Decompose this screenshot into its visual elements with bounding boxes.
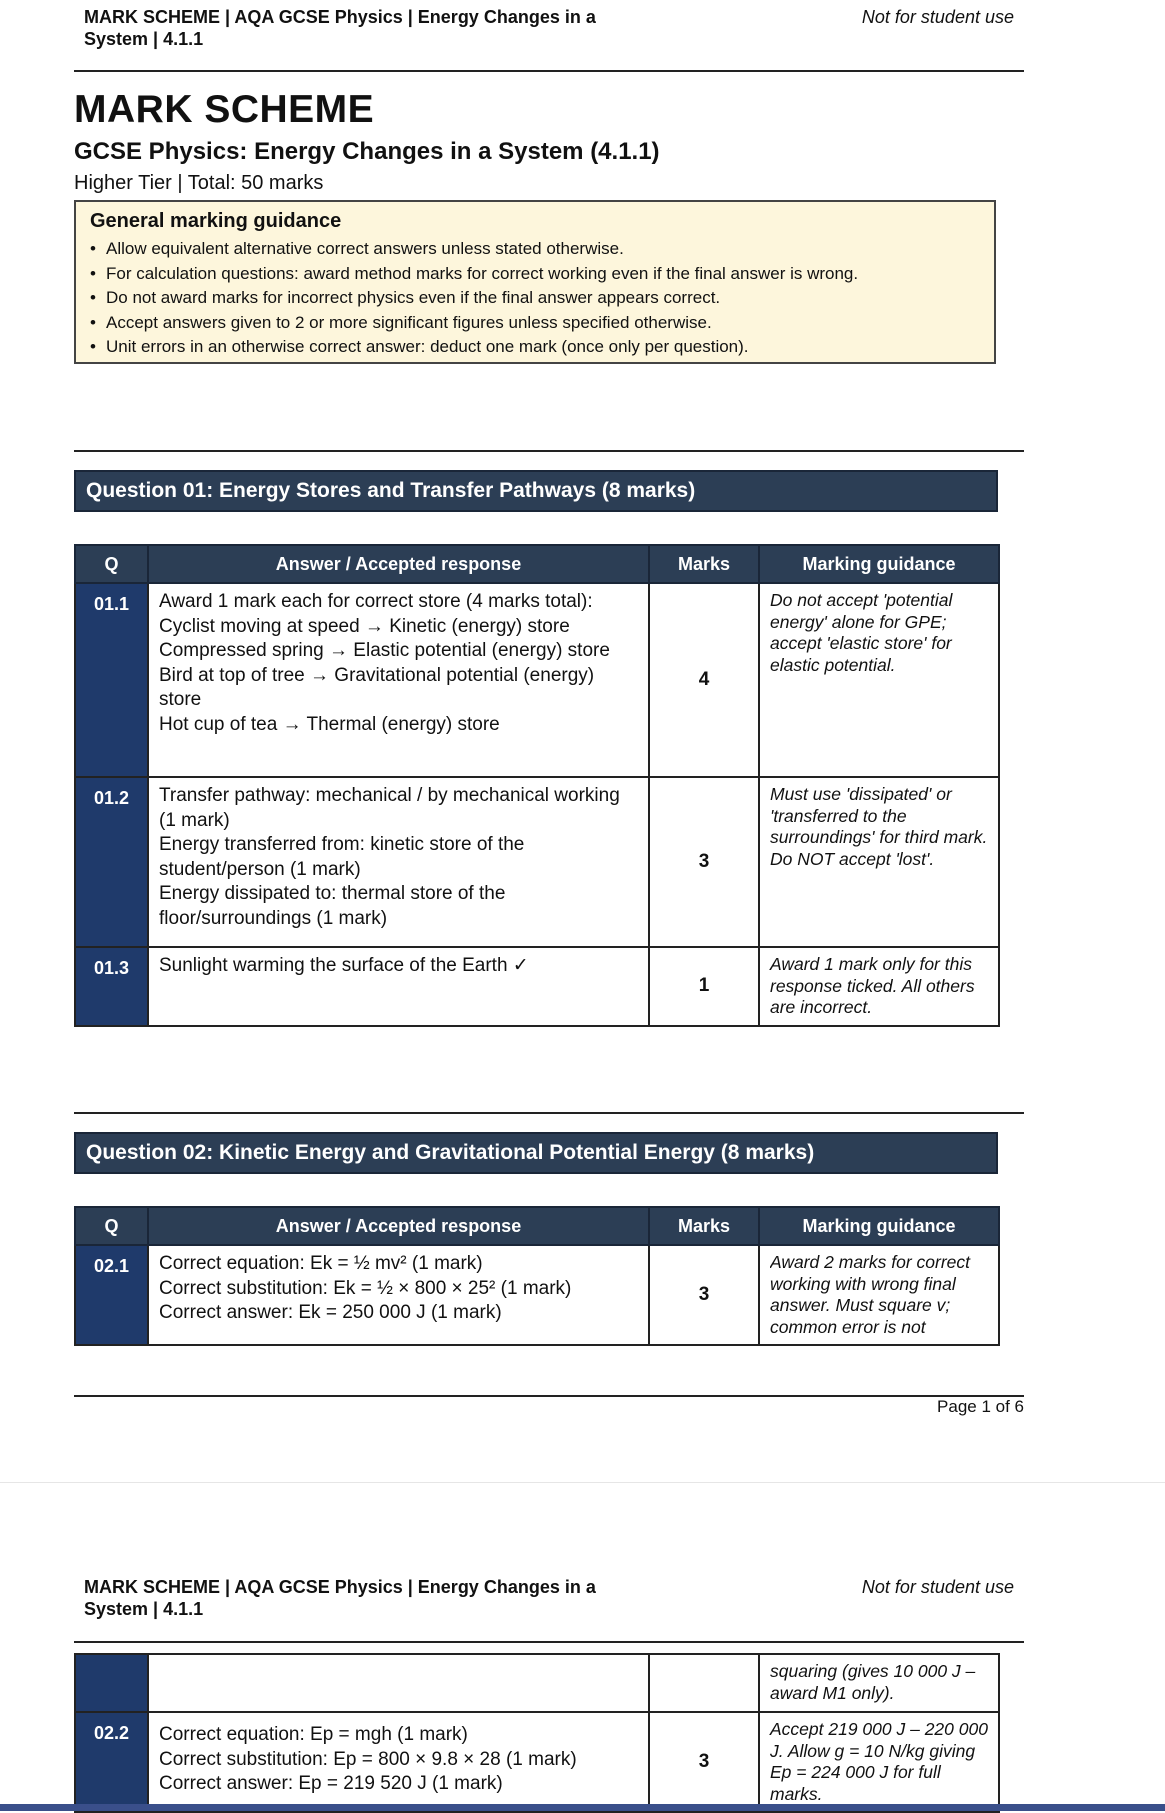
page-break xyxy=(0,1482,1165,1483)
table-row xyxy=(75,777,999,947)
guidance-item: • Do not award marks for incorrect physics even if the final answer appears correct. xyxy=(90,286,980,311)
question-number: 01.2 xyxy=(75,777,148,947)
question-number: 01.3 xyxy=(75,947,148,1026)
answer-cell xyxy=(148,583,649,777)
table-row xyxy=(75,583,999,777)
section-divider xyxy=(74,1112,1024,1114)
column-header-guidance: Marking guidance xyxy=(759,1207,999,1245)
marks-value: 4 xyxy=(649,583,759,777)
marking-guidance: Award 1 mark only for this response ticked. All others are incorrect. xyxy=(759,947,999,1026)
column-header-marks: Marks xyxy=(649,545,759,583)
marking-guidance: Must use 'dissipated' or 'transferred to the surroundings' for third mark. Do NOT accept 'lost'. xyxy=(759,777,999,947)
answer-cell xyxy=(148,1245,649,1345)
document-title: MARK SCHEME xyxy=(74,88,375,131)
answer-line: Correct equation: Ep = mgh (1 mark) xyxy=(159,1724,468,1745)
table-row xyxy=(75,1712,999,1812)
guidance-item: • For calculation questions: award method marks for correct working even if the final answer is wrong. xyxy=(90,262,980,287)
marks-value: 1 xyxy=(649,947,759,1026)
header-title: MARK SCHEME | AQA GCSE Physics | Energy Changes in a System | 4.1.1 xyxy=(84,1577,596,1619)
answer-line: Hot cup of tea → Thermal (energy) store xyxy=(159,713,500,735)
marks-value: 3 xyxy=(649,1245,759,1345)
question-02-heading: Question 02: Kinetic Energy and Gravitational Potential Energy (8 marks) xyxy=(74,1132,998,1174)
answer-line: Energy dissipated to: thermal store of the floor/surroundings (1 mark) xyxy=(159,883,506,929)
footer-divider xyxy=(74,1395,1024,1397)
guidance-item: • Unit errors in an otherwise correct answer: deduct one mark (once only per question). xyxy=(90,335,980,360)
answer-line: Sunlight warming the surface of the Earth ✓ xyxy=(159,955,529,976)
answer-line: Cyclist moving at speed → Kinetic (energy) store xyxy=(159,615,570,637)
answer-line: Bird at top of tree → Gravitational potential (energy) store xyxy=(159,664,595,710)
marks-value xyxy=(649,1654,759,1712)
question-02-table xyxy=(74,1206,1000,1346)
answer-line: Correct substitution: Ek = ½ × 800 × 25² (1 mark) xyxy=(159,1277,572,1299)
header-divider xyxy=(74,70,1024,72)
answer-line: Correct answer: Ek = 250 000 J (1 mark) xyxy=(159,1302,502,1323)
column-header-q: Q xyxy=(75,545,148,583)
question-number: 01.1 xyxy=(75,583,148,777)
answer-line: Correct substitution: Ep = 800 × 9.8 × 28 (1 mark) xyxy=(159,1748,577,1770)
answer-cell xyxy=(148,777,649,947)
guidance-item: • Accept answers given to 2 or more significant figures unless specified otherwise. xyxy=(90,311,980,336)
question-01-table xyxy=(74,544,1000,1027)
marking-guidance: squaring (gives 10 000 J – award M1 only). xyxy=(759,1654,999,1712)
guidance-list xyxy=(90,237,980,360)
answer-line: Transfer pathway: mechanical / by mechanical working (1 mark) xyxy=(159,785,620,831)
question-01-heading: Question 01: Energy Stores and Transfer Pathways (8 marks) xyxy=(74,470,998,512)
answer-line: Award 1 mark each for correct store (4 marks total): xyxy=(159,591,593,612)
answer-line: Correct answer: Ep = 219 520 J (1 mark) xyxy=(159,1773,503,1794)
question-number xyxy=(75,1654,148,1712)
answer-line: Correct equation: Ek = ½ mv² (1 mark) xyxy=(159,1253,483,1274)
question-number: 02.1 xyxy=(75,1245,148,1345)
answer-cell xyxy=(148,1712,649,1812)
tier-and-total: Higher Tier | Total: 50 marks xyxy=(74,172,324,194)
table-row xyxy=(75,947,999,1026)
table-header-row xyxy=(75,1207,999,1245)
document-subtitle: GCSE Physics: Energy Changes in a System (4.1.1) xyxy=(74,138,660,165)
column-header-guidance: Marking guidance xyxy=(759,545,999,583)
viewer-bottom-bar xyxy=(0,1804,1165,1811)
table-row xyxy=(75,1245,999,1345)
answer-line: Compressed spring → Elastic potential (energy) store xyxy=(159,640,610,661)
general-marking-guidance xyxy=(74,200,996,364)
marking-guidance: Do not accept 'potential energy' alone for GPE; accept 'elastic store' for elastic potential. xyxy=(759,583,999,777)
marks-value: 3 xyxy=(649,1712,759,1812)
guidance-item: • Allow equivalent alternative correct answers unless stated otherwise. xyxy=(90,237,980,262)
header-divider xyxy=(74,1641,1024,1643)
header-note: Not for student use xyxy=(861,1577,1014,1597)
column-header-q: Q xyxy=(75,1207,148,1245)
column-header-marks: Marks xyxy=(649,1207,759,1245)
guidance-title: General marking guidance xyxy=(90,210,342,232)
page-number: Page 1 of 6 xyxy=(937,1397,1024,1416)
column-header-answer: Answer / Accepted response xyxy=(148,545,649,583)
marking-guidance: Accept 219 000 J – 220 000 J. Allow g = 10 N/kg giving Ep = 224 000 J for full marks. xyxy=(759,1712,999,1812)
answer-line: Energy transferred from: kinetic store of the student/person (1 mark) xyxy=(159,834,525,880)
column-header-answer: Answer / Accepted response xyxy=(148,1207,649,1245)
header-note: Not for student use xyxy=(861,7,1014,27)
section-divider xyxy=(74,450,1024,452)
marks-value: 3 xyxy=(649,777,759,947)
guidance-text: Award 2 marks for correct working with wrong final answer. Must square v; common error is not xyxy=(770,1252,971,1337)
marking-guidance xyxy=(759,1245,999,1345)
table-row xyxy=(75,1654,999,1712)
answer-cell xyxy=(148,947,649,1026)
question-02-table-continued xyxy=(74,1653,1000,1813)
table-header-row xyxy=(75,545,999,583)
header-title: MARK SCHEME | AQA GCSE Physics | Energy Changes in a System | 4.1.1 xyxy=(84,7,596,49)
question-number: 02.2 xyxy=(75,1712,148,1812)
answer-cell xyxy=(148,1654,649,1712)
